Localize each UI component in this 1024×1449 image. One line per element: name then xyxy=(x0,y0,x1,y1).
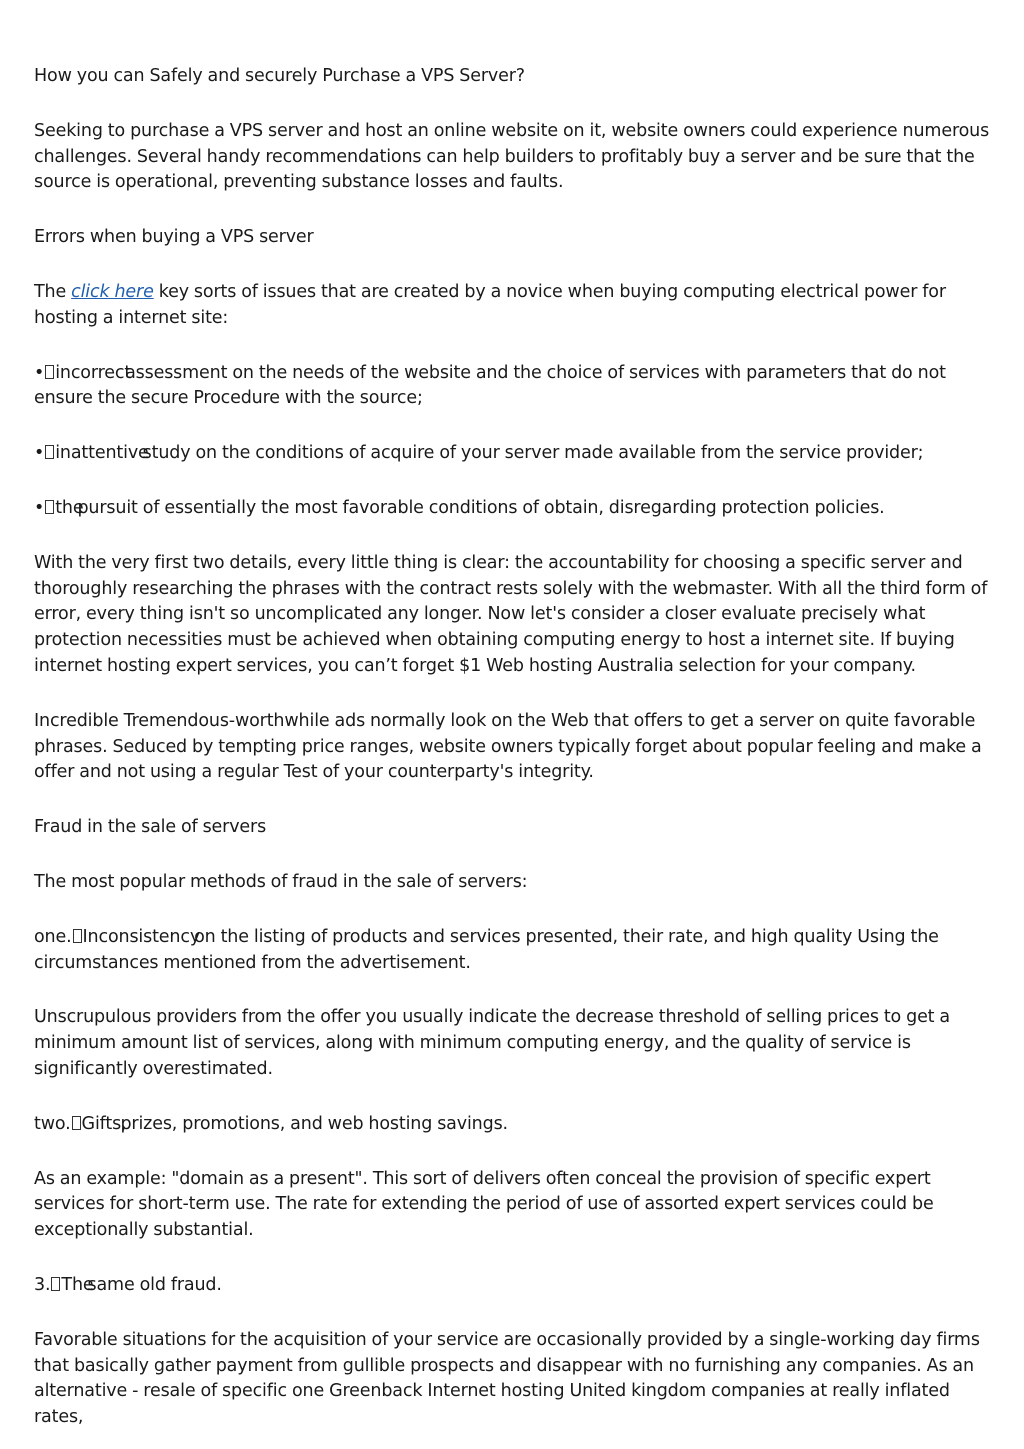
intro-paragraph: Seeking to purchase a VPS server and host an online website on it, website owners could experience numerous challenges. Several handy recommendations can help builders to profitably buy a server and be sure that the source is operational, preventing substance losses and faults. xyxy=(34,120,990,193)
first-two-details-paragraph: With the very first two details, every little thing is clear: the accountability for choosing a specific server and thoroughly researching the phrases with the contract rests solely with the webmaster. With all the third form of error, every thing isn't so uncomplicated any longer. Now let's consider a closer evaluate precisely what protection necessities must be achieved when obtaining computing energy to host a internet site. If buying internet hosting expert services, you can’t forget $1 Web hosting Australia selection for your company. xyxy=(34,552,988,676)
item-text: prizes, promotions, and web hosting savings. xyxy=(120,1113,508,1134)
numbered-item-explanation: As an example: "domain as a present". This sort of delivers often conceal the provision of specific expert services for short-term use. The rate for extending the period of use of assorted expert services could be exceptionally substantial. xyxy=(34,1168,934,1241)
page-title: How you can Safely and securely Purchase a VPS Server? xyxy=(34,66,525,86)
numbered-item-explanation: Favorable situations for the acquisition of your service are occasionally provided by a single-working day firms that basically gather payment from gullible prospects and disappear with no furnishing any companies. As an alternative - resale of specific one Greenback Internet hosting United kingdom companies at really inflated rates, xyxy=(34,1329,980,1428)
missing-glyph-icon xyxy=(45,445,54,459)
ads-paragraph: Incredible Tremendous-worthwhile ads normally look on the Web that offers to get a server on quite favorable phrases. Seduced by tempting price ranges, website owners typically forget about popular feeling and make a offer and not using a regular Test of your counterparty's integrity. xyxy=(34,710,982,783)
errors-heading: Errors when buying a VPS server xyxy=(34,227,314,248)
bullet-lead: inattentive xyxy=(55,443,149,464)
numbered-item xyxy=(34,1112,990,1138)
item-number: 3. xyxy=(34,1274,51,1295)
missing-glyph-icon xyxy=(45,500,54,514)
fraud-heading: Fraud in the sale of servers xyxy=(34,817,267,838)
numbered-item-explanation: Unscrupulous providers from the offer you usually indicate the decrease threshold of selling prices to get a minimum amount list of services, along with minimum computing energy, and the quality of service is significantly overestimated. xyxy=(34,1007,950,1079)
missing-glyph-icon xyxy=(45,365,54,379)
bullet-marker: • xyxy=(34,443,45,464)
item-text: on the listing of products and services presented, their rate, and high quality Using the circumstances mentioned from the advertisement. xyxy=(34,926,939,973)
bullet-item xyxy=(34,361,990,413)
item-number: two. xyxy=(34,1113,71,1134)
numbered-item xyxy=(34,1273,990,1299)
bullet-text: assessment on the needs of the website and the choice of services with parameters that do not ensure the secure Procedure with the source; xyxy=(34,362,946,409)
missing-glyph-icon xyxy=(73,929,82,943)
errors-intro-after: key sorts of issues that are created by a novice when buying computing electrical power for hosting a internet site: xyxy=(34,281,946,328)
errors-intro-paragraph xyxy=(34,280,990,332)
item-lead: Inconsistency xyxy=(82,926,201,947)
item-number: one. xyxy=(34,926,72,947)
click-here-link[interactable]: click here xyxy=(71,281,154,302)
item-lead: Gifts, xyxy=(81,1113,127,1134)
bullet-item xyxy=(34,496,990,522)
bullet-text: pursuit of essentially the most favorable conditions of obtain, disregarding protection policies. xyxy=(77,497,885,518)
bullet-item xyxy=(34,441,990,467)
bullet-marker: • xyxy=(34,362,45,383)
bullet-text: study on the conditions of acquire of your server made available from the service provider; xyxy=(142,443,924,464)
item-text: same old fraud. xyxy=(87,1274,222,1295)
errors-intro-before: The xyxy=(34,281,72,302)
numbered-item xyxy=(34,925,990,977)
bullet-lead: incorrect xyxy=(55,362,132,383)
bullet-marker: • xyxy=(34,497,45,518)
missing-glyph-icon xyxy=(72,1116,81,1130)
bullet-lead: the xyxy=(55,497,84,518)
missing-glyph-icon xyxy=(51,1277,60,1291)
item-lead: The xyxy=(61,1274,94,1295)
fraud-intro-paragraph: The most popular methods of fraud in the sale of servers: xyxy=(34,871,528,892)
